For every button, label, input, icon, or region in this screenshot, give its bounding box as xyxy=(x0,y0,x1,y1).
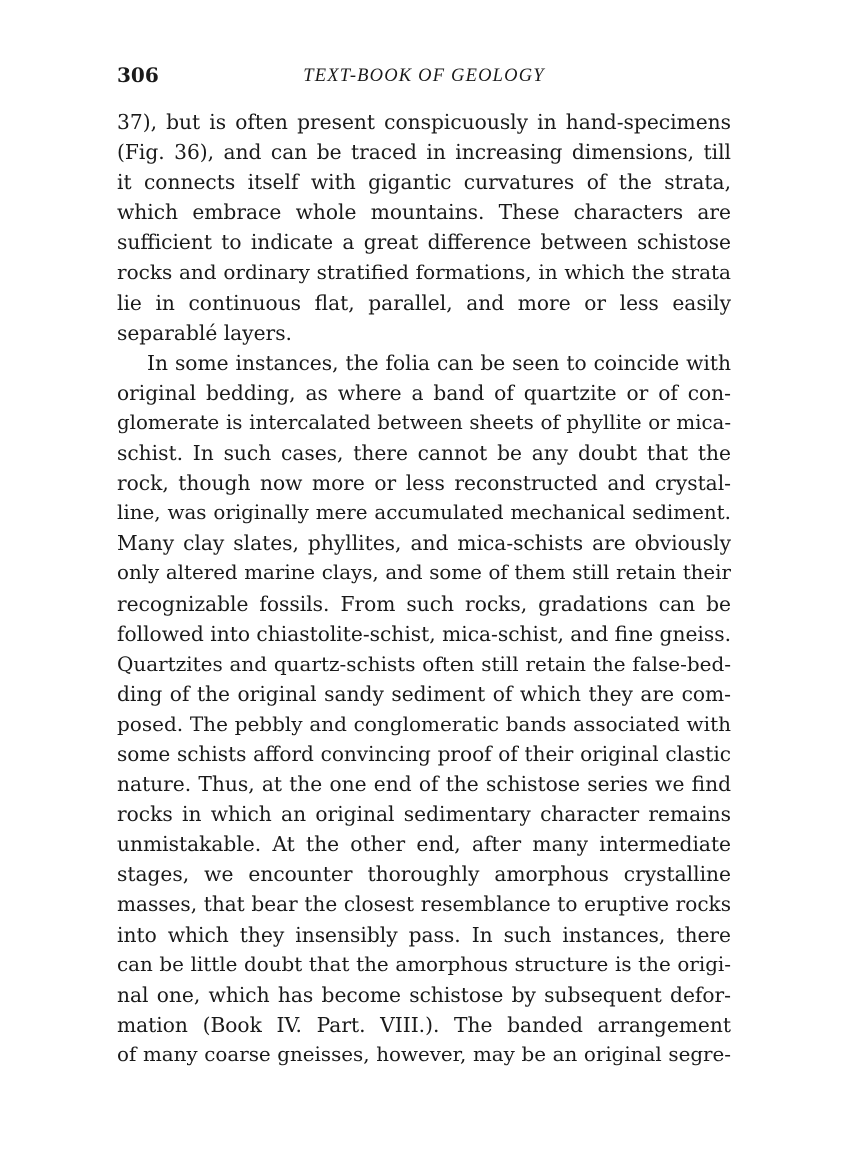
text-line: In some instances, the folia can be seen to coincide with xyxy=(147,350,731,375)
text-line: sufficient to indicate a great difference between schistose xyxy=(117,230,731,255)
text-line: can be little doubt that the amorphous structure is the origi- xyxy=(117,952,731,976)
text-line: Many clay slates, phyllites, and mica-schists are obviously xyxy=(117,531,731,556)
text-line: some schists afford convincing proof of their original clastic xyxy=(117,741,731,766)
text-line: of many coarse gneisses, however, may be an original segre- xyxy=(117,1042,731,1066)
text-line: which embrace whole mountains. These characters are xyxy=(117,200,731,225)
text-line: nature. Thus, at the one end of the schistose series we find xyxy=(117,772,731,797)
text-line: original bedding, as where a band of quartzite or of con- xyxy=(117,380,731,405)
text-line: stages, we encounter thoroughly amorphous crystalline xyxy=(117,862,731,887)
text-line: mation (Book IV. Part. VIII.). The banded arrangement xyxy=(117,1012,731,1037)
text-line: only altered marine clays, and some of them still retain their xyxy=(117,561,731,585)
text-line: separablé layers. xyxy=(117,320,292,345)
body-text xyxy=(117,107,731,1070)
text-line: line, was originally mere accumulated mechanical sediment. xyxy=(117,501,731,525)
text-line: (Fig. 36), and can be traced in increasing dimensions, till xyxy=(117,140,731,165)
running-head xyxy=(117,62,731,90)
text-line: unmistakable. At the other end, after many intermediate xyxy=(117,832,731,857)
text-line: Quartzites and quartz-schists often still retain the false-bed- xyxy=(117,651,731,676)
text-line: glomerate is intercalated between sheets of phyllite or mica- xyxy=(117,410,731,434)
text-line: rocks in which an original sedimentary character remains xyxy=(117,802,731,827)
text-line: posed. The pebbly and conglomeratic bands associated with xyxy=(117,711,731,736)
text-line: masses, that bear the closest resemblance to eruptive rocks xyxy=(117,892,731,917)
text-line: schist. In such cases, there cannot be any doubt that the xyxy=(117,441,731,466)
text-line: ding of the original sandy sediment of which they are com- xyxy=(117,681,731,706)
text-line: nal one, which has become schistose by subsequent defor- xyxy=(117,982,731,1007)
text-line: rock, though now more or less reconstructed and crystal- xyxy=(117,471,731,496)
text-line: 37), but is often present conspicuously in hand-specimens xyxy=(117,110,731,134)
text-line: it connects itself with gigantic curvatures of the strata, xyxy=(117,170,731,195)
text-line: into which they insensibly pass. In such instances, there xyxy=(117,922,731,947)
page-number: 306 xyxy=(117,63,159,87)
paragraph-1 xyxy=(117,107,731,348)
paragraph-2 xyxy=(117,348,731,1070)
text-line: recognizable fossils. From such rocks, gradations can be xyxy=(117,591,731,616)
text-line: lie in continuous flat, parallel, and more or less easily xyxy=(117,290,731,315)
text-line: rocks and ordinary stratified formations, in which the strata xyxy=(117,260,731,285)
running-title: TEXT-BOOK OF GEOLOGY xyxy=(303,66,545,86)
text-line: followed into chiastolite-schist, mica-schist, and fine gneiss. xyxy=(117,621,731,646)
